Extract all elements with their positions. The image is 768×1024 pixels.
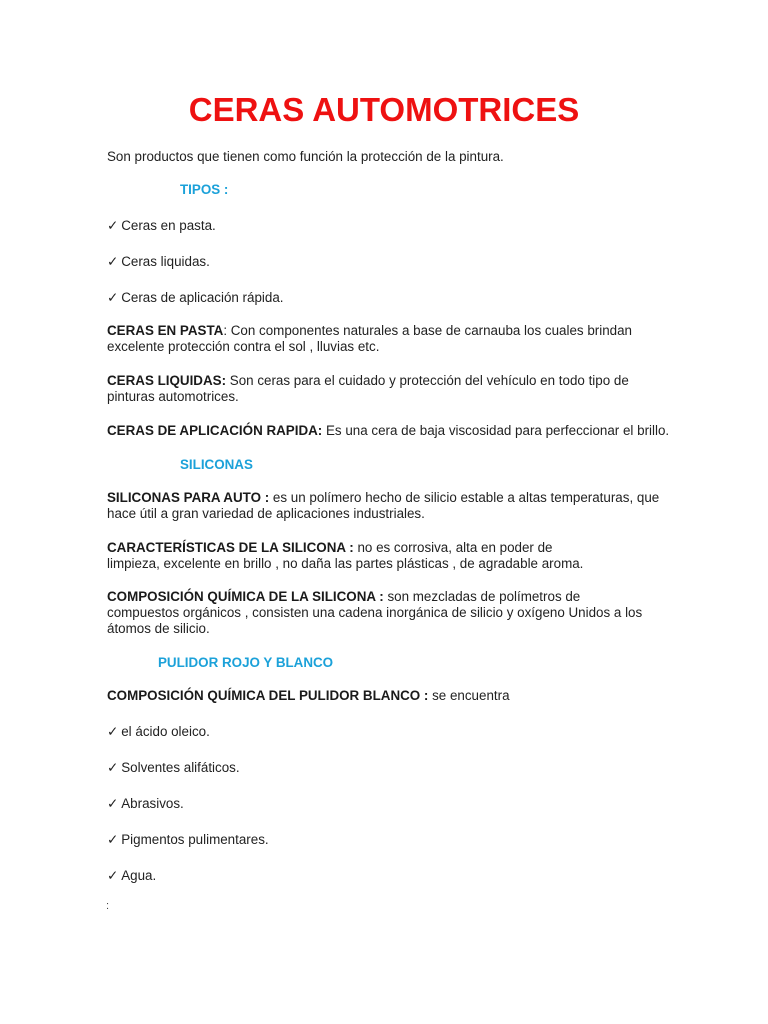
term-text: : Con componentes naturales a base de carnauba los cuales brindan excelente protección contra el sol , lluvias etc. xyxy=(107,323,632,355)
paragraph-composicion-silicona xyxy=(107,589,652,638)
check-icon: ✓ xyxy=(107,832,119,847)
term-label: CERAS DE APLICACIÓN RAPIDA: xyxy=(107,423,323,438)
paragraph-ceras-liquidas xyxy=(107,373,677,405)
list-item-text: Ceras en pasta. xyxy=(121,218,216,233)
term-label: CERAS EN PASTA xyxy=(107,323,224,338)
check-icon: ✓ xyxy=(107,760,119,775)
term-text: Es una cera de baja viscosidad para perfeccionar el brillo. xyxy=(322,423,670,438)
section-heading-siliconas: SILICONAS xyxy=(180,457,253,472)
term-label: CARACTERÍSTICAS DE LA SILICONA : xyxy=(107,540,354,555)
section-heading-tipos: TIPOS : xyxy=(180,182,229,197)
check-icon: ✓ xyxy=(107,290,119,305)
term-label: CERAS LIQUIDAS: xyxy=(107,373,227,388)
list-item-pulidor-5 xyxy=(107,868,156,884)
check-icon: ✓ xyxy=(107,254,119,269)
list-item-text: Solventes alifáticos. xyxy=(121,760,240,775)
list-item-pulidor-4 xyxy=(107,832,269,848)
list-item-text: Pigmentos pulimentares. xyxy=(121,832,269,847)
list-item-tipo-3 xyxy=(107,290,284,306)
section-heading-pulidor: PULIDOR ROJO Y BLANCO xyxy=(158,655,334,670)
paragraph-composicion-pulidor xyxy=(107,688,677,704)
check-icon: ✓ xyxy=(107,724,119,739)
term-text: es un polímero hecho de silicio estable a altas temperaturas, que hace útil a gran variedad de aplicaciones industriales. xyxy=(107,490,660,522)
check-icon: ✓ xyxy=(107,868,119,883)
list-item-text: el ácido oleico. xyxy=(121,724,210,739)
trailing-mark: : xyxy=(106,900,110,912)
paragraph-siliconas-auto xyxy=(107,490,667,522)
check-icon: ✓ xyxy=(107,796,119,811)
list-item-pulidor-3 xyxy=(107,796,184,812)
term-label: COMPOSICIÓN QUÍMICA DEL PULIDOR BLANCO : xyxy=(107,688,429,703)
check-icon: ✓ xyxy=(107,218,119,233)
list-item-pulidor-2 xyxy=(107,760,240,776)
term-text: son mezcladas de polímetros de compuestos orgánicos , consisten una cadena inorgánica de silicio y oxígeno Unidos a los átomos de silicio. xyxy=(107,589,643,637)
paragraph-caracteristicas xyxy=(107,540,597,572)
term-text: Son ceras para el cuidado y protección del vehículo en todo tipo de pinturas automotrices. xyxy=(107,373,629,405)
list-item-text: Agua. xyxy=(121,868,157,883)
page-title: CERAS AUTOMOTRICES xyxy=(188,91,580,128)
list-item-tipo-2 xyxy=(107,254,210,270)
term-label: COMPOSICIÓN QUÍMICA DE LA SILICONA : xyxy=(107,589,384,604)
list-item-pulidor-1 xyxy=(107,724,210,740)
intro-paragraph: Son productos que tienen como función la protección de la pintura. xyxy=(107,149,504,164)
term-label: SILICONAS PARA AUTO : xyxy=(107,490,270,505)
list-item-tipo-1 xyxy=(107,218,216,234)
term-text: se encuentra xyxy=(428,688,510,703)
term-text: no es corrosiva, alta en poder de limpieza, excelente en brillo , no daña las partes plásticas , de agradable aroma. xyxy=(107,540,584,572)
paragraph-ceras-rapida xyxy=(107,423,687,439)
list-item-text: Abrasivos. xyxy=(121,796,184,811)
list-item-text: Ceras liquidas. xyxy=(121,254,210,269)
paragraph-ceras-pasta xyxy=(107,323,677,355)
list-item-text: Ceras de aplicación rápida. xyxy=(121,290,284,305)
